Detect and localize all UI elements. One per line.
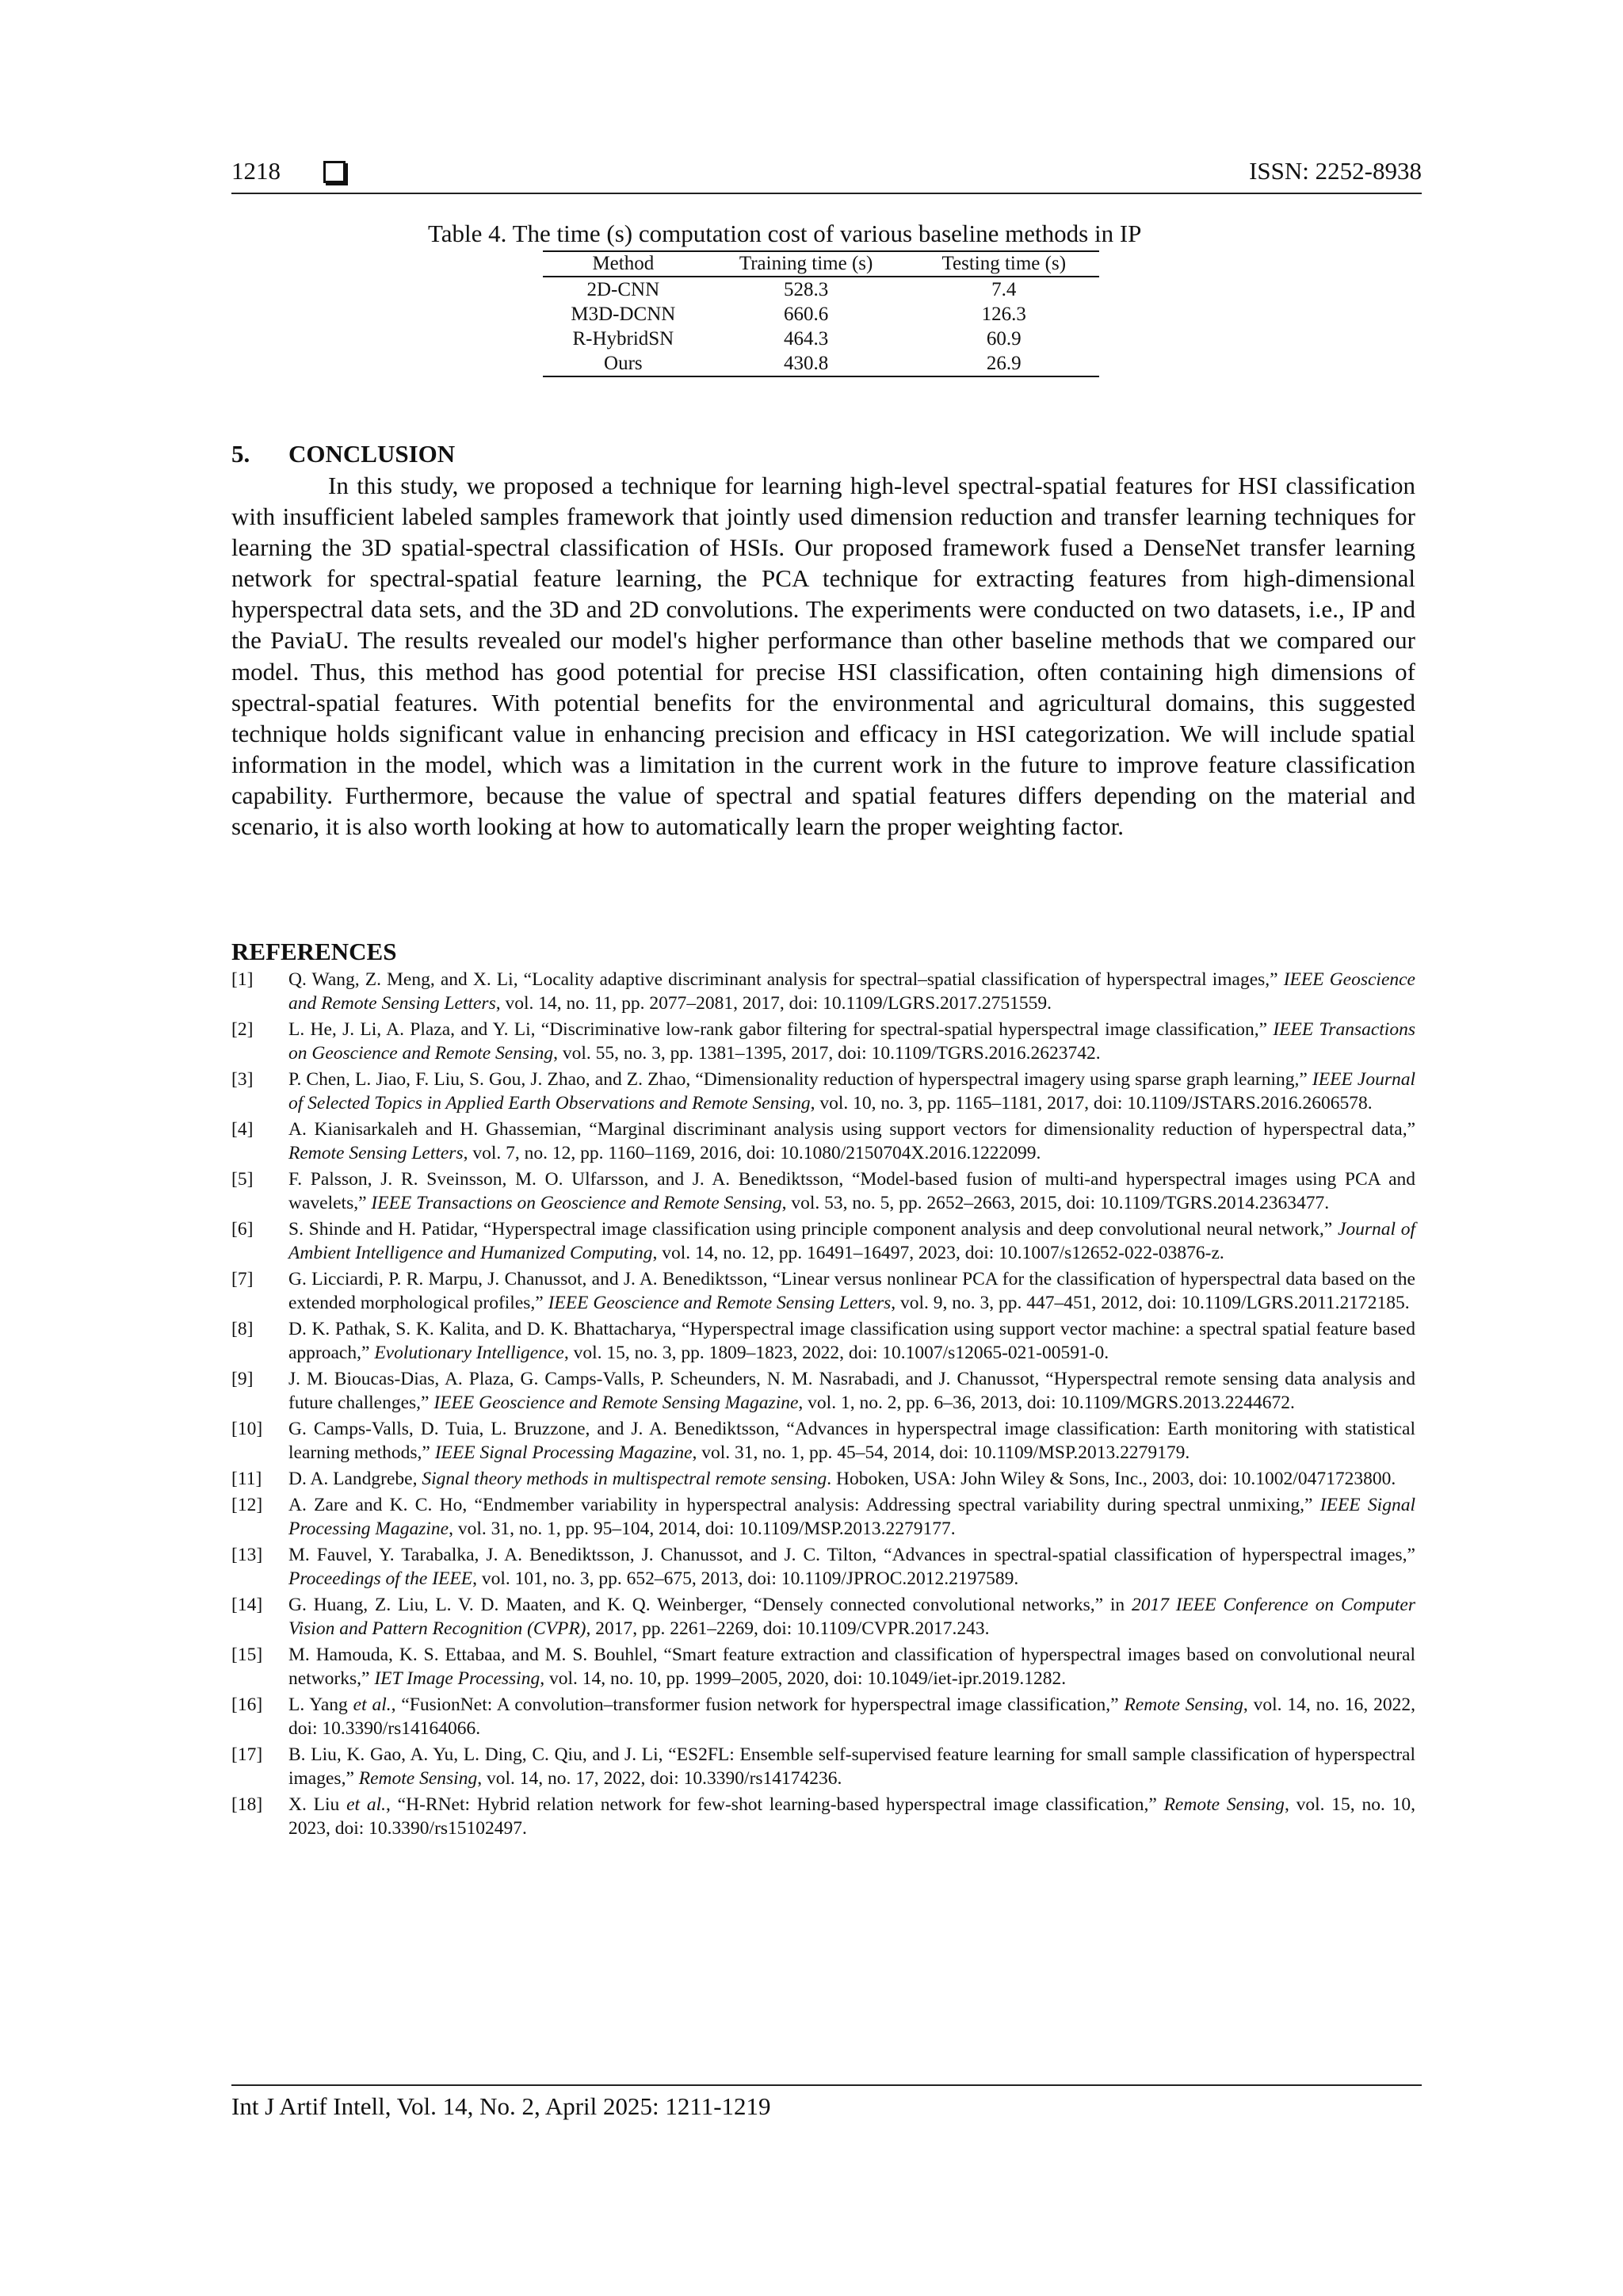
reference-text [288, 1167, 1415, 1215]
timing-table [543, 250, 1099, 377]
table-header-cell: Training time (s) [739, 253, 873, 274]
table-row [543, 302, 1099, 327]
reference-details: , vol. 10, no. 3, pp. 1165–1181, 2017, doi: 10.1109/JSTARS.2016.2606578. [810, 1093, 1373, 1114]
reference-text [288, 1267, 1415, 1315]
reference-text [288, 968, 1415, 1015]
reference-authors-title: D. A. Landgrebe, [288, 1469, 422, 1489]
reference-venue: IEEE Signal Processing Magazine [288, 1495, 1415, 1539]
reference-authors-title: L. Yang [288, 1694, 353, 1715]
table-cell: 126.3 [981, 303, 1026, 325]
reference-number: [4] [231, 1119, 254, 1140]
reference-number: [3] [231, 1069, 254, 1090]
reference-item [231, 1493, 1415, 1541]
table-cell: 60.9 [986, 327, 1022, 350]
reference-authors-title: G. Licciardi, P. R. Marpu, J. Chanussot, and J. A. Benediktsson, “Linear versus nonlinear PCA for the classification of hyperspectral data based on the extended morphological profiles,” [288, 1269, 1415, 1313]
reference-details: , vol. 15, no. 10, 2023, doi: 10.3390/rs15102497. [288, 1794, 1416, 1839]
reference-venue: Signal theory methods in multispectral remote sensing [422, 1469, 827, 1489]
reference-details: , vol. 14, no. 11, pp. 2077–2081, 2017, doi: 10.1109/LGRS.2017.2751559. [495, 993, 1052, 1014]
reference-venue: 2017 IEEE Conference on Computer Vision and Pattern Recognition (CVPR) [288, 1595, 1416, 1639]
reference-text [288, 1493, 1415, 1541]
reference-number: [12] [231, 1495, 263, 1515]
reference-list [231, 968, 1415, 1843]
reference-authors-title: A. Kianisarkaleh and H. Ghassemian, “Marginal discriminant analysis using support vectors for dimensionality reduction of hyperspectral data,” [288, 1119, 1415, 1140]
table-header-row [543, 251, 1099, 277]
reference-details: , “FusionNet: A convolution–transformer fusion network for hyperspectral image classification,” [391, 1694, 1125, 1715]
header-square-icon [323, 161, 346, 183]
reference-text [288, 1317, 1415, 1365]
reference-details: , vol. 9, no. 3, pp. 447–451, 2012, doi: 10.1109/LGRS.2011.2172185. [891, 1293, 1410, 1313]
reference-authors-title: P. Chen, L. Jiao, F. Liu, S. Gou, J. Zhao, and Z. Zhao, “Dimensionality reduction of hyperspectral imagery using sparse graph learning,” [288, 1069, 1312, 1090]
reference-venue: Journal of Ambient Intelligence and Humanized Computing [288, 1219, 1416, 1263]
reference-details: , vol. 15, no. 3, pp. 1809–1823, 2022, doi: 10.1007/s12065-021-00591-0. [563, 1343, 1109, 1363]
reference-authors-title: L. He, J. Li, A. Plaza, and Y. Li, “Discriminative low-rank gabor filtering for spectral-spatial hyperspectral image classification,” [288, 1019, 1274, 1040]
reference-number: [14] [231, 1595, 263, 1615]
reference-number: [15] [231, 1645, 263, 1665]
reference-details: , vol. 14, no. 17, 2022, doi: 10.3390/rs14174236. [477, 1768, 842, 1789]
reference-text [288, 1543, 1415, 1591]
section-number: 5. [231, 440, 250, 468]
reference-item [231, 1793, 1415, 1840]
reference-venue: IEEE Geoscience and Remote Sensing Letters [548, 1293, 892, 1313]
reference-number: [6] [231, 1219, 254, 1240]
reference-number: [13] [231, 1545, 263, 1565]
reference-details: , “H-RNet: Hybrid relation network for few-shot learning-based hyperspectral image classification,” [386, 1794, 1164, 1815]
reference-item [231, 1367, 1415, 1415]
reference-venue: et al. [346, 1794, 386, 1815]
reference-venue: IEEE Transactions on Geoscience and Remote Sensing [371, 1193, 782, 1213]
reference-number: [5] [231, 1169, 254, 1190]
references-heading: REFERENCES [231, 938, 397, 965]
reference-details: , vol. 31, no. 1, pp. 45–54, 2014, doi: 10.1109/MSP.2013.2279179. [692, 1442, 1190, 1463]
reference-authors-title: Q. Wang, Z. Meng, and X. Li, “Locality adaptive discriminant analysis for spectral–spatial classification of hyperspectral images,” [288, 969, 1284, 990]
table-cell: 26.9 [986, 352, 1022, 374]
reference-venue: Evolutionary Intelligence [374, 1343, 564, 1363]
reference-number: [7] [231, 1269, 254, 1289]
reference-details: , vol. 1, no. 2, pp. 6–36, 2013, doi: 10.1109/MGRS.2013.2244672. [798, 1392, 1295, 1413]
reference-item [231, 1267, 1415, 1315]
reference-item [231, 1417, 1415, 1465]
table-cell: R-HybridSN [572, 327, 674, 350]
reference-details: , vol. 101, no. 3, pp. 652–675, 2013, doi: 10.1109/JPROC.2012.2197589. [472, 1568, 1019, 1589]
table-header-cell: Testing time (s) [941, 253, 1067, 274]
reference-item [231, 1018, 1415, 1065]
reference-item [231, 1217, 1415, 1265]
header-divider [231, 193, 1422, 194]
table-header-cell: Method [592, 253, 655, 274]
table-row [543, 277, 1099, 302]
reference-text [288, 1417, 1415, 1465]
reference-item [231, 1317, 1415, 1365]
reference-text [288, 1018, 1415, 1065]
reference-authors-title: S. Shinde and H. Patidar, “Hyperspectral image classification using principle component analysis and deep convolutional neural network,” [288, 1219, 1338, 1240]
reference-details: , vol. 14, no. 16, 2022, doi: 10.3390/rs14164066. [288, 1694, 1415, 1739]
reference-number: [16] [231, 1694, 263, 1715]
table-cell: M3D-DCNN [571, 303, 676, 325]
reference-authors-title: M. Fauvel, Y. Tarabalka, J. A. Benediktsson, J. Chanussot, and J. C. Tilton, “Advances in spectral-spatial classification of hyperspectral images,” [288, 1545, 1415, 1565]
section-heading [231, 440, 455, 468]
journal-issn: ISSN: 2252-8938 [1249, 157, 1422, 185]
reference-authors-title: G. Camps-Valls, D. Tuia, L. Bruzzone, and J. A. Benediktsson, “Advances in hyperspectral image classification: Earth monitoring with statistical learning methods,” [288, 1419, 1415, 1463]
reference-details: , vol. 14, no. 10, pp. 1999–2005, 2020, doi: 10.1049/iet-ipr.2019.1282. [540, 1668, 1067, 1689]
page-number: 1218 [231, 157, 281, 185]
reference-text [288, 1117, 1415, 1165]
reference-authors-title: M. Hamouda, K. S. Ettabaa, and M. S. Bouhlel, “Smart feature extraction and classification of hyperspectral images based on convolutional neural networks,” [288, 1645, 1415, 1689]
reference-details: , vol. 53, no. 5, pp. 2652–2663, 2015, doi: 10.1109/TGRS.2014.2363477. [781, 1193, 1330, 1213]
reference-venue: Remote Sensing [358, 1768, 478, 1789]
reference-details: , vol. 14, no. 12, pp. 16491–16497, 2023, doi: 10.1007/s12652-022-03876-z. [652, 1243, 1224, 1263]
reference-number: [18] [231, 1794, 263, 1815]
reference-number: [10] [231, 1419, 263, 1439]
table-cell: 2D-CNN [586, 278, 660, 300]
table-caption: Table 4. The time (s) computation cost of various baseline methods in IP [428, 220, 1142, 247]
reference-details: . Hoboken, USA: John Wiley & Sons, Inc., 2003, doi: 10.1002/0471723800. [827, 1469, 1396, 1489]
reference-item [231, 1693, 1415, 1740]
reference-item [231, 1743, 1415, 1790]
reference-text [288, 1367, 1415, 1415]
reference-authors-title: D. K. Pathak, S. K. Kalita, and D. K. Bhattacharya, “Hyperspectral image classification using support vector machine: a spectral spatial feature based approach,” [288, 1319, 1415, 1363]
reference-venue: Remote Sensing [1163, 1794, 1285, 1815]
reference-text [288, 1643, 1415, 1690]
conclusion-paragraph: In this study, we proposed a technique for learning high-level spectral-spatial features for HSI classification with insufficient labeled samples framework that jointly used dimension reduction and transfer learning techniques for learning the 3D spatial-spectral classification of HSIs. Our proposed framework fused a DenseNet transfer learning network for spectral-spatial feature learning, the PCA technique for extracting features from high-dimensional hyperspectral data sets, and the 3D and 2D convolutions. The experiments were conducted on two datasets, i.e., IP and the PaviaU. The results revealed our model's higher performance than other baseline methods that we compared our model. Thus, this method has good potential for precise HSI classification, often containing high dimensions of spectral-spatial features. With potential benefits for the environmental and agricultural domains, this suggested technique holds significant value in enhancing precision and efficacy in HSI categorization. We will include spatial information in the model, which was a limitation in the current work in the future to improve feature classification capability. Furthermore, because the value of spectral and spatial features differs depending on the material and scenario, it is also worth looking at how to automatically learn the proper weighting factor. [231, 472, 1415, 841]
table-row [543, 351, 1099, 376]
footer-divider [231, 2084, 1422, 2086]
reference-details: , 2017, pp. 2261–2269, doi: 10.1109/CVPR.2017.243. [586, 1618, 990, 1639]
reference-venue: IEEE Transactions on Geoscience and Remote Sensing [288, 1019, 1415, 1064]
reference-item [231, 1543, 1415, 1591]
reference-text [288, 1793, 1415, 1840]
reference-item [231, 968, 1415, 1015]
table-cell: 528.3 [783, 278, 829, 300]
reference-authors-title: X. Liu [288, 1794, 347, 1815]
reference-venue: IET Image Processing [374, 1668, 540, 1689]
reference-authors-title: F. Palsson, J. R. Sveinsson, M. O. Ulfarsson, and J. A. Benediktsson, “Model-based fusion of multi-and hyperspectral images using PCA and wavelets,” [288, 1169, 1415, 1213]
reference-authors-title: J. M. Bioucas-Dias, A. Plaza, G. Camps-Valls, P. Scheunders, N. M. Nasrabadi, and J. Chanussot, “Hyperspectral remote sensing data analysis and future challenges,” [288, 1369, 1415, 1413]
table-cell: Ours [604, 352, 643, 374]
reference-item [231, 1593, 1415, 1641]
reference-item [231, 1467, 1415, 1491]
table-cell: 464.3 [783, 327, 829, 350]
reference-venue: IEEE Geoscience and Remote Sensing Magazine [433, 1392, 799, 1413]
reference-text [288, 1217, 1415, 1265]
reference-item [231, 1643, 1415, 1690]
reference-details: , vol. 31, no. 1, pp. 95–104, 2014, doi: 10.1109/MSP.2013.2279177. [449, 1519, 956, 1539]
reference-item [231, 1068, 1415, 1115]
table-cell: 430.8 [783, 352, 829, 374]
reference-item [231, 1117, 1415, 1165]
reference-authors-title: G. Huang, Z. Liu, L. V. D. Maaten, and K. Q. Weinberger, “Densely connected convolutional networks,” in [288, 1595, 1132, 1615]
reference-venue: et al. [353, 1694, 391, 1715]
reference-details: , vol. 7, no. 12, pp. 1160–1169, 2016, doi: 10.1080/2150704X.2016.1222099. [463, 1143, 1041, 1163]
reference-text [288, 1593, 1415, 1641]
reference-text [288, 1467, 1415, 1491]
reference-number: [11] [231, 1469, 262, 1489]
reference-authors-title: B. Liu, K. Gao, A. Yu, L. Ding, C. Qiu, and J. Li, “ES2FL: Ensemble self-supervised feature learning for small sample classification of hyperspectral images,” [288, 1744, 1415, 1789]
reference-number: [17] [231, 1744, 263, 1765]
reference-item [231, 1167, 1415, 1215]
reference-number: [8] [231, 1319, 254, 1339]
reference-number: [2] [231, 1019, 254, 1040]
reference-text [288, 1068, 1415, 1115]
reference-authors-title: A. Zare and K. C. Ho, “Endmember variability in hyperspectral analysis: Addressing spectral variability during spectral unmixing,” [288, 1495, 1320, 1515]
reference-text [288, 1693, 1415, 1740]
section-title: CONCLUSION [288, 440, 456, 468]
footer-citation: Int J Artif Intell, Vol. 14, No. 2, April 2025: 1211-1219 [231, 2092, 771, 2120]
reference-venue: IEEE Geoscience and Remote Sensing Letters [288, 969, 1415, 1014]
reference-number: [1] [231, 969, 254, 990]
reference-venue: IEEE Signal Processing Magazine [434, 1442, 693, 1463]
table-cell: 7.4 [991, 278, 1017, 300]
reference-text [288, 1743, 1415, 1790]
reference-venue: Remote Sensing [1124, 1694, 1243, 1715]
table-cell: 660.6 [783, 303, 829, 325]
reference-venue: Remote Sensing Letters [288, 1143, 464, 1163]
reference-details: , vol. 55, no. 3, pp. 1381–1395, 2017, doi: 10.1109/TGRS.2016.2623742. [553, 1043, 1101, 1064]
reference-venue: Proceedings of the IEEE [288, 1568, 473, 1589]
reference-number: [9] [231, 1369, 254, 1389]
reference-venue: IEEE Journal of Selected Topics in Applied Earth Observations and Remote Sensing [288, 1069, 1415, 1114]
table-row [543, 327, 1099, 351]
